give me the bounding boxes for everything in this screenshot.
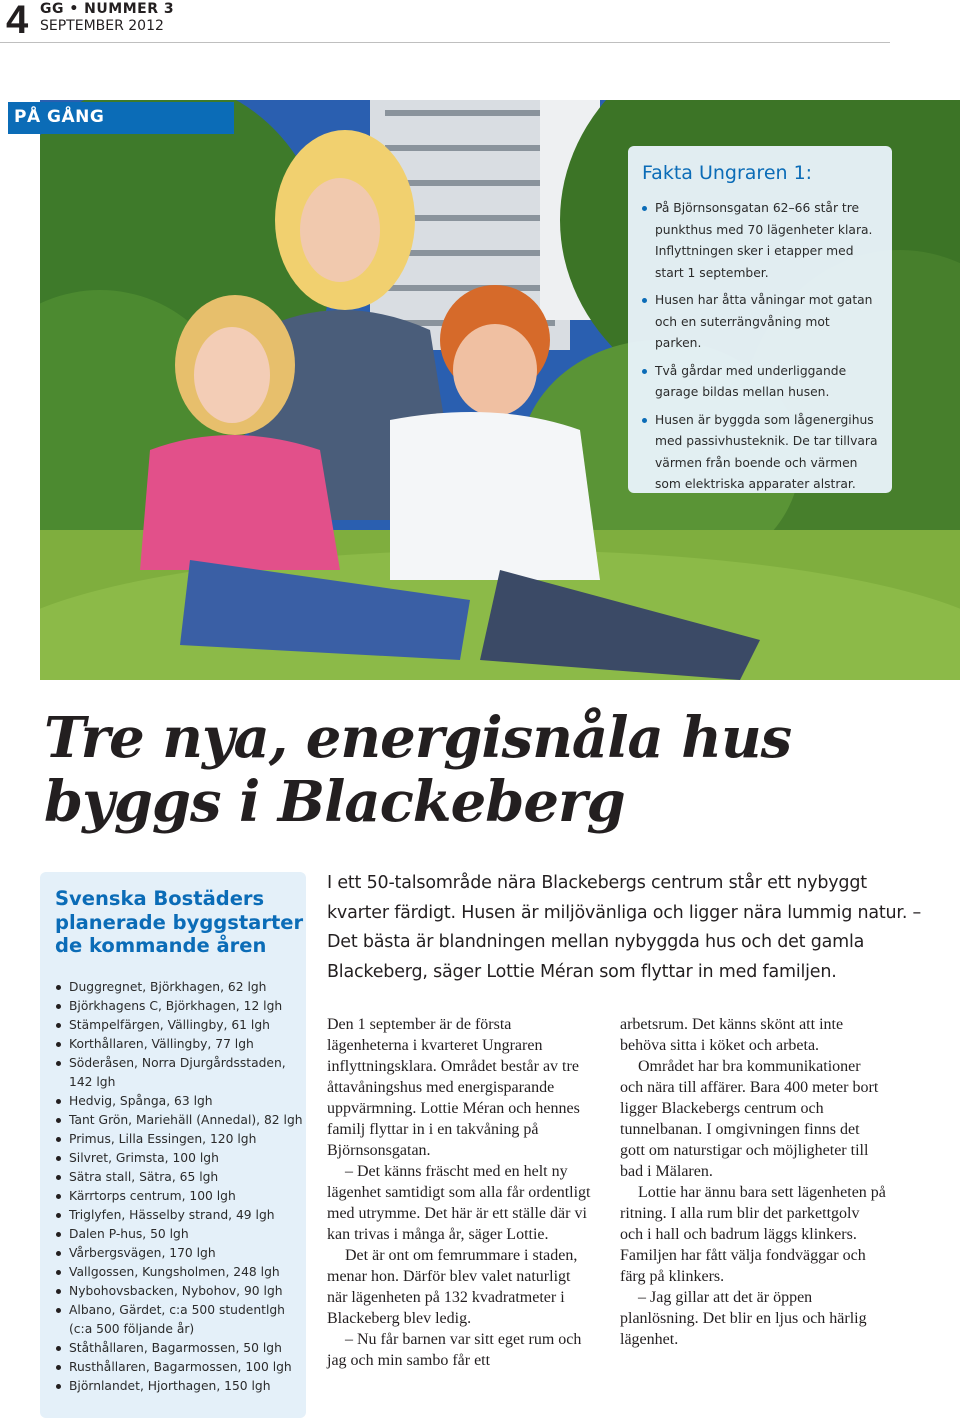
list-item: Hedvig, Spånga, 63 lgh bbox=[55, 1092, 306, 1111]
body-column-1 bbox=[327, 1014, 593, 1371]
list-item: Duggregnet, Björkhagen, 62 lgh bbox=[55, 978, 306, 997]
fact-item: På Björnsonsgatan 62–66 står tre punkthus med 70 lägenheter klara. Inflyttningen sker i etapper med start 1 september. bbox=[642, 198, 878, 284]
list-item: Rusthållaren, Bagarmossen, 100 lgh bbox=[55, 1358, 306, 1377]
side-box bbox=[40, 872, 306, 1418]
section-tab bbox=[8, 102, 234, 134]
body-paragraph: Den 1 september är de första lägenheterna i kvarteret Ungraren inflyttningsklara. Området består av tre åttavåningshus med energisparande uppvärmning. Lottie Méran och hennes familj flyttar in i en takvåning på Björnsonsgatan. bbox=[327, 1016, 580, 1159]
header-divider bbox=[0, 42, 890, 43]
lead-paragraph: I ett 50-talsområde nära Blackebergs centrum står ett nybyggt kvarter färdigt. Husen är miljövänliga och ligger nära lummig natur. – Det bästa är blandningen mellan nybyggda hus och det gamla Blackeberg, säger Lottie Méran som flyttar in med familjen. bbox=[327, 873, 922, 982]
section-label: PÅ GÅNG bbox=[14, 107, 105, 127]
list-item: Sätra stall, Sätra, 65 lgh bbox=[55, 1168, 306, 1187]
list-item: Stämpelfärgen, Vällingby, 61 lgh bbox=[55, 1016, 306, 1035]
list-item: Björkhagens C, Björkhagen, 12 lgh bbox=[55, 997, 306, 1016]
list-item: Dalen P-hus, 50 lgh bbox=[55, 1225, 306, 1244]
fact-item: Husen har åtta våningar mot gatan och en suterrängvåning mot parken. bbox=[642, 290, 878, 355]
body-column-2 bbox=[620, 1014, 886, 1350]
list-item: Söderåsen, Norra Djurgårdsstaden, 142 lgh bbox=[55, 1054, 306, 1092]
list-item: Primus, Lilla Essingen, 120 lgh bbox=[55, 1130, 306, 1149]
list-item: Silvret, Grimsta, 100 lgh bbox=[55, 1149, 306, 1168]
headline-line-1: Tre nya, energisnåla hus bbox=[44, 705, 792, 771]
headline bbox=[44, 706, 904, 834]
publication-date: SEPTEMBER 2012 bbox=[40, 18, 164, 34]
headline-line-2: byggs i Blackeberg bbox=[44, 769, 625, 835]
body-paragraph: – Nu får barnen var sitt eget rum och jag och min sambo får ett bbox=[327, 1331, 582, 1369]
publication-name: GG • NUMMER 3 bbox=[40, 1, 175, 17]
fact-box-title: Fakta Ungraren 1: bbox=[642, 162, 813, 184]
list-item: Björnlandet, Hjorthagen, 150 lgh bbox=[55, 1377, 306, 1396]
list-item: Korthållaren, Vällingby, 77 lgh bbox=[55, 1035, 306, 1054]
body-paragraph: arbetsrum. Det känns skönt att inte behöva sitta i köket och arbeta. bbox=[620, 1016, 844, 1054]
body-paragraph: Det är ont om femrummare i staden, menar hon. Därför blev valet naturligt när lägenheten på 132 kvadratmeter i Blackeberg blev ledig. bbox=[327, 1247, 578, 1327]
list-item: Tant Grön, Mariehäll (Annedal), 82 lgh bbox=[55, 1111, 306, 1130]
page-number: 4 bbox=[6, 0, 29, 42]
list-item: Kärrtorps centrum, 100 lgh bbox=[55, 1187, 306, 1206]
list-item: Albano, Gärdet, c:a 500 studentlgh (c:a 500 följande år) bbox=[55, 1301, 306, 1339]
body-paragraph: Området har bra kommunikationer och nära till affärer. Bara 400 meter bort ligger Blackebergs centrum och tunnelbanan. I omgivningen finns det gott om naturstigar och möjligheter till bad i Mälaren. bbox=[620, 1058, 879, 1180]
fact-item: Husen är byggda som lågenergihus med passivhusteknik. De tar tillvara värmen från boende och värmen som elektriska apparater alstrar. bbox=[642, 410, 878, 496]
list-item: Nybohovsbacken, Nybohov, 90 lgh bbox=[55, 1282, 306, 1301]
list-item: Ståthållaren, Bagarmossen, 50 lgh bbox=[55, 1339, 306, 1358]
construction-list bbox=[55, 978, 306, 1396]
body-paragraph: – Jag gillar att det är öppen planlösning. Det blir en ljus och härlig lägenhet. bbox=[620, 1289, 867, 1348]
list-item: Triglyfen, Hässelby strand, 49 lgh bbox=[55, 1206, 306, 1225]
fact-box bbox=[628, 146, 892, 493]
body-paragraph: – Det känns fräscht med en helt ny lägenhet samtidigt som alla får ordentligt med utrymme. Det här är ett ställe där vi kan trivas i många år, säger Lottie. bbox=[327, 1163, 591, 1243]
fact-list bbox=[642, 198, 878, 496]
list-item: Vårbergsvägen, 170 lgh bbox=[55, 1244, 306, 1263]
fact-item: Två gårdar med underliggande garage bildas mellan husen. bbox=[642, 361, 878, 404]
list-item: Vallgossen, Kungsholmen, 248 lgh bbox=[55, 1263, 306, 1282]
body-paragraph: Lottie har ännu bara sett lägenheten på ritning. I alla rum blir det parkettgolv och i hall och badrum läggs klinkers. Familjen har fått välja fondväggar och färg på klinkers. bbox=[620, 1184, 886, 1285]
side-box-title: Svenska Bostäders planerade byggstarter de kommande åren bbox=[55, 887, 304, 957]
